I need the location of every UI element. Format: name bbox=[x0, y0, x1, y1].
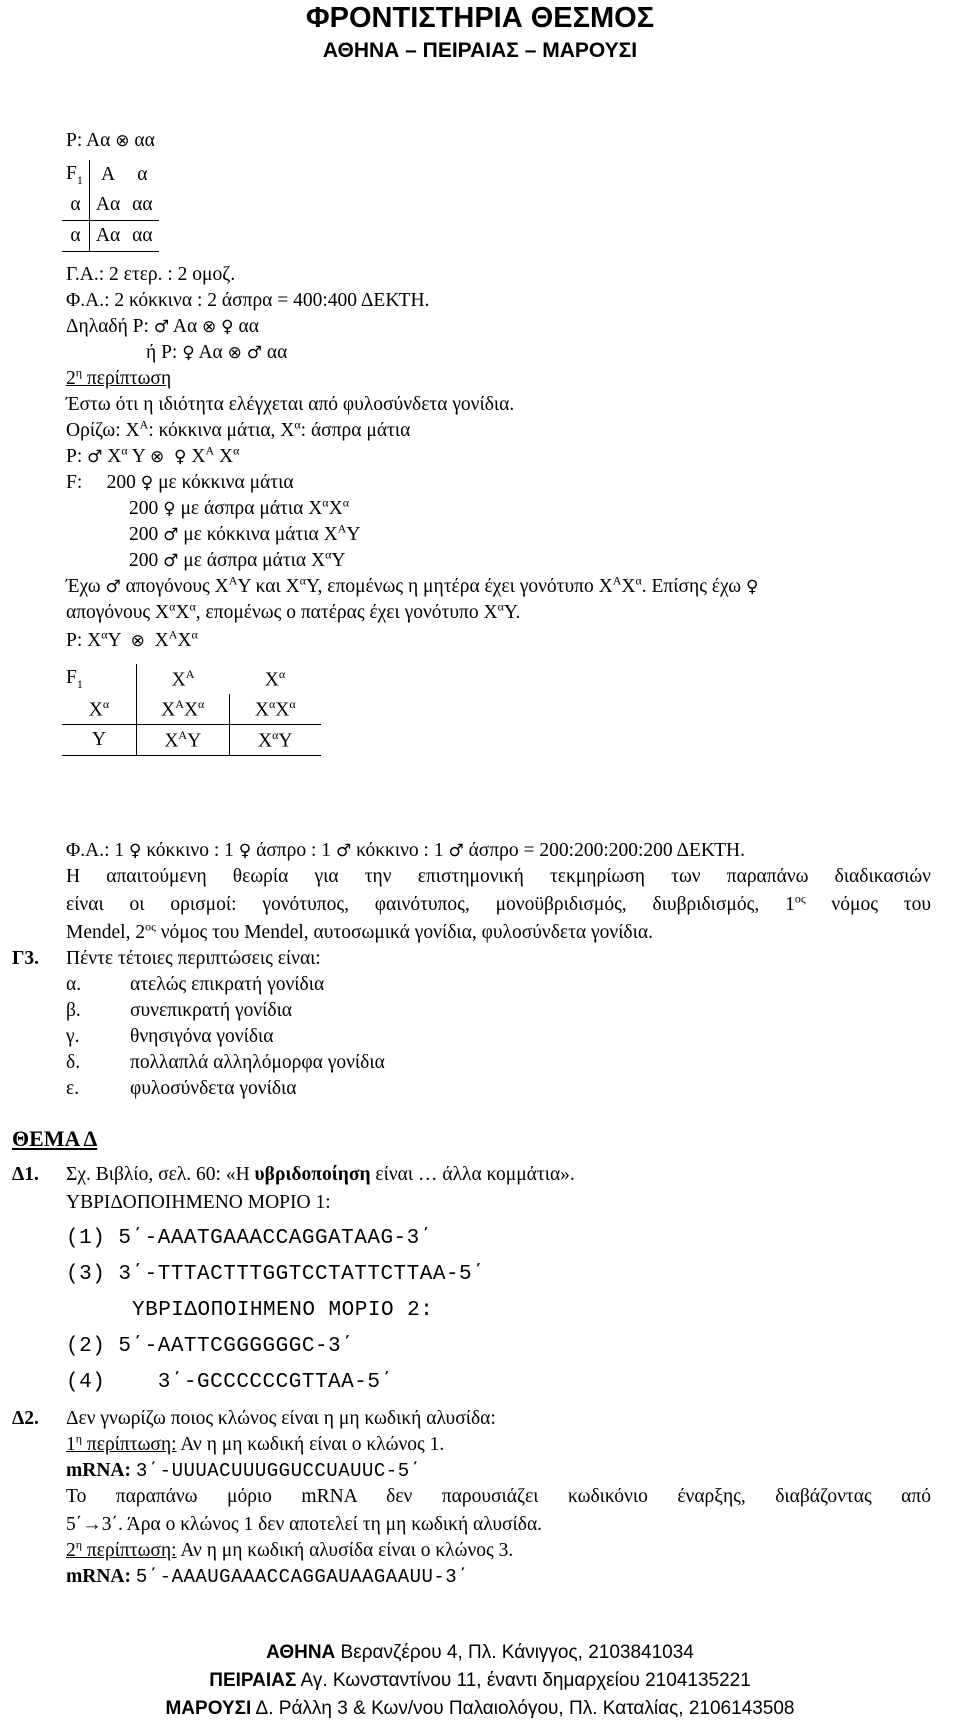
g3-item-text: φυλοσύνδετα γονίδια bbox=[130, 1078, 297, 1099]
punnett-cell: αα bbox=[126, 221, 158, 252]
punnett-cell: $X^\alpha\Upsilon$ bbox=[229, 725, 321, 756]
offspring-line-1: F: 200 ♀ με κόκκινα μάτια bbox=[66, 472, 294, 493]
g3-item-letter: ε. bbox=[66, 1078, 80, 1099]
genotype-ratio: Γ.Α.: 2 ετερ. : 2 ομοζ. bbox=[66, 264, 236, 285]
reasoning-line-1: Έχω ♂ απογόνους $X^A\Upsilon$ και $X^\alpha\Upsilon$, επομένως η μητέρα έχει γονότυπο $X^AX^\alpha$. Επίσης έχω ♀ bbox=[66, 573, 759, 597]
punnett-cell: $X^A\Upsilon$ bbox=[137, 725, 230, 756]
theory-line-3: Mendel, $2^{o\varsigma}$ νόμος του Mendel, αυτοσωμικά γονίδια, φυλοσύνδετα γονίδια. bbox=[66, 919, 653, 943]
g3-item-letter: γ. bbox=[66, 1026, 80, 1047]
d2-case-1: $1^\eta$ περίπτωση: Αν η μη κωδική είναι ο κλώνος 1. bbox=[66, 1431, 445, 1455]
d2-case-2: $2^\eta$ περίπτωση: Αν η μη κωδική αλυσίδα είναι ο κλώνος 3. bbox=[66, 1537, 514, 1561]
punnett-col-header: α bbox=[137, 164, 148, 185]
g3-intro: Πέντε τέτοιες περιπτώσεις είναι: bbox=[66, 948, 321, 969]
g3-item-letter: α. bbox=[66, 974, 82, 995]
question-label-d1: Δ1. bbox=[12, 1164, 39, 1185]
punnett-cell: $X^\alpha X^\alpha$ bbox=[229, 694, 321, 725]
mrna-1: mRNA: 3΄-UUUACUUUGGUCCUAUUC-5΄ bbox=[66, 1460, 422, 1482]
definition-line: Ορίζω: $X^A$: κόκκινα μάτια, $X^\alpha$: άσπρα μάτια bbox=[66, 417, 411, 441]
case-2-title: $2^\eta$ περίπτωση bbox=[66, 365, 172, 389]
phenotype-ratio-2: Φ.Α.: 1 ♀ κόκκινο : 1 ♀ άσπρο : 1 ♂ κόκκινο : 1 ♂ άσπρο = 200:200:200:200 ΔΕΚΤΗ. bbox=[66, 840, 745, 861]
punnett-cell: αα bbox=[126, 190, 158, 221]
hypothesis-line: Έστω ότι η ιδιότητα ελέγχεται από φυλοσύνδετα γονίδια. bbox=[66, 394, 515, 415]
g3-item-text: θνησιγόνα γονίδια bbox=[130, 1026, 274, 1047]
offspring-line-3: 200 ♂ με κόκκινα μάτια $X^A\Upsilon$ bbox=[129, 521, 361, 545]
punnett-row-header: $X^\alpha$ bbox=[62, 694, 137, 725]
theory-line-2: είναι οι ορισμοί: γονότυπος, φαινότυπος, μονοϋβριδισμός, διυβριδισμός, $1^{o\varsigma}$ νόμος του bbox=[66, 891, 932, 915]
punnett-corner: $F_1$ bbox=[62, 664, 137, 694]
sequence-1: (1) 5΄-AAATGAAACCAGGATAAG-3΄ bbox=[66, 1227, 433, 1250]
footer-line-piraeus: ΠΕΙΡΑΙΑΣ Αγ. Κωνσταντίνου 11, έναντι δημαρχείου 2104135221 bbox=[209, 1670, 751, 1691]
question-label-g3: Γ3. bbox=[12, 948, 40, 969]
d2-intro: Δεν γνωρίζω ποιος κλώνος είναι η μη κωδική αλυσίδα: bbox=[66, 1408, 496, 1429]
punnett-cell: $X^AX^\alpha$ bbox=[137, 694, 230, 725]
cross-line-1: Ρ: Αα ⊗ αα bbox=[66, 130, 155, 151]
mrna-2: mRNA: 5΄-AAAUGAAACCAGGAUAAGAAUU-3΄ bbox=[66, 1566, 470, 1588]
reasoning-line-2: απογόνους $X^\alpha X^\alpha$, επομένως ο πατέρας έχει γονότυπο $X^\alpha\Upsilon$. bbox=[66, 599, 521, 623]
punnett-square-1 bbox=[62, 160, 159, 252]
phenotype-ratio: Φ.Α.: 2 κόκκινα : 2 άσπρα = 400:400 ΔΕΚΤΗ. bbox=[66, 290, 430, 311]
g3-item-text: ατελώς επικρατή γονίδια bbox=[130, 974, 325, 995]
theme-d-heading: ΘΕΜΑ Δ bbox=[12, 1126, 98, 1151]
question-label-d2: Δ2. bbox=[12, 1408, 39, 1429]
parent-cross-2: Ρ: $X^\alpha\Upsilon$ ⊗ $X^AX^\alpha$ bbox=[66, 627, 198, 651]
offspring-line-2: 200 ♀ με άσπρα μάτια $X^\alpha X^\alpha$ bbox=[129, 495, 349, 519]
punnett-cell: Αα bbox=[89, 190, 126, 221]
punnett-row-header: Υ bbox=[62, 725, 137, 756]
punnett-col-header: $X^\alpha$ bbox=[264, 666, 286, 691]
d1-reference: Σχ. Βιβλίο, σελ. 60: «Η υβριδοποίηση είναι … άλλα κομμάτια». bbox=[66, 1164, 575, 1185]
footer-line-marousi: ΜΑΡΟΥΣΙ Δ. Ράλλη 3 & Κων/νου Παλαιολόγου, Πλ. Καταλίας, 2106143508 bbox=[165, 1698, 795, 1719]
cross-option-1: Δηλαδή Ρ: ♂ Αα ⊗ ♀ αα bbox=[66, 316, 259, 337]
d2-paragraph-line-2: 5΄→3΄. Άρα ο κλώνος 1 δεν αποτελεί τη μη κωδική αλυσίδα. bbox=[66, 1514, 543, 1535]
hybrid-molecule-2-label: ΥΒΡΙΔΟΠΟΙΗΜΕΝΟ ΜΟΡΙΟ 2: bbox=[132, 1299, 434, 1322]
parent-cross: Ρ: ♂ $X^\alpha$ Υ ⊗ ♀ $X^A$ $X^\alpha$ bbox=[66, 443, 240, 467]
page-subtitle: ΑΘΗΝΑ – ΠΕΙΡΑΙΑΣ – ΜΑΡΟΥΣΙ bbox=[322, 39, 638, 62]
theory-line-1: Η απαιτούμενη θεωρία για την επιστημονική τεκμηρίωση των παραπάνω διαδικασιών bbox=[66, 866, 931, 887]
sequence-4: (4) 3΄-GCCCCCCGTTAA-5΄ bbox=[66, 1371, 394, 1394]
page-title: ΦΡΟΝΤΙΣΤΗΡΙΑ ΘΕΣΜΟΣ bbox=[305, 2, 655, 34]
cross-option-2: ή Ρ: ♀ Αα ⊗ ♂ αα bbox=[146, 342, 288, 363]
g3-item-letter: β. bbox=[66, 1000, 81, 1021]
offspring-line-4: 200 ♂ με άσπρα μάτια $X^\alpha\Upsilon$ bbox=[129, 547, 346, 571]
punnett-square-2 bbox=[62, 664, 321, 756]
sequence-3: (3) 3΄-TTTACTTTGGTCCTATTCTTAA-5΄ bbox=[66, 1263, 486, 1286]
g3-item-text: πολλαπλά αλληλόμορφα γονίδια bbox=[130, 1052, 385, 1073]
punnett-col-header: Α bbox=[100, 164, 116, 185]
sequence-2: (2) 5΄-AATTCGGGGGGC-3΄ bbox=[66, 1335, 355, 1358]
punnett-row-header: α bbox=[62, 221, 89, 252]
g3-item-letter: δ. bbox=[66, 1052, 81, 1073]
punnett-cell: Αα bbox=[89, 221, 126, 252]
hybrid-molecule-1-label: ΥΒΡΙΔΟΠΟΙΗΜΕΝΟ ΜΟΡΙΟ 1: bbox=[66, 1192, 331, 1213]
footer-line-athens: ΑΘΗΝΑ Βερανζέρου 4, Πλ. Κάνιγγος, 2103841034 bbox=[266, 1642, 694, 1663]
punnett-corner: $F_1$ bbox=[62, 160, 89, 190]
g3-item-text: συνεπικρατή γονίδια bbox=[130, 1000, 293, 1021]
punnett-col-header: $X^A$ bbox=[171, 666, 195, 691]
accept-label: ΔΕΚΤΗ. bbox=[676, 840, 745, 861]
d2-paragraph-line-1: Το παραπάνω μόριο mRNA δεν παρουσιάζει κωδικόνιο έναρξης, διαβάζοντας από bbox=[66, 1486, 931, 1507]
punnett-row-header: α bbox=[62, 190, 89, 221]
